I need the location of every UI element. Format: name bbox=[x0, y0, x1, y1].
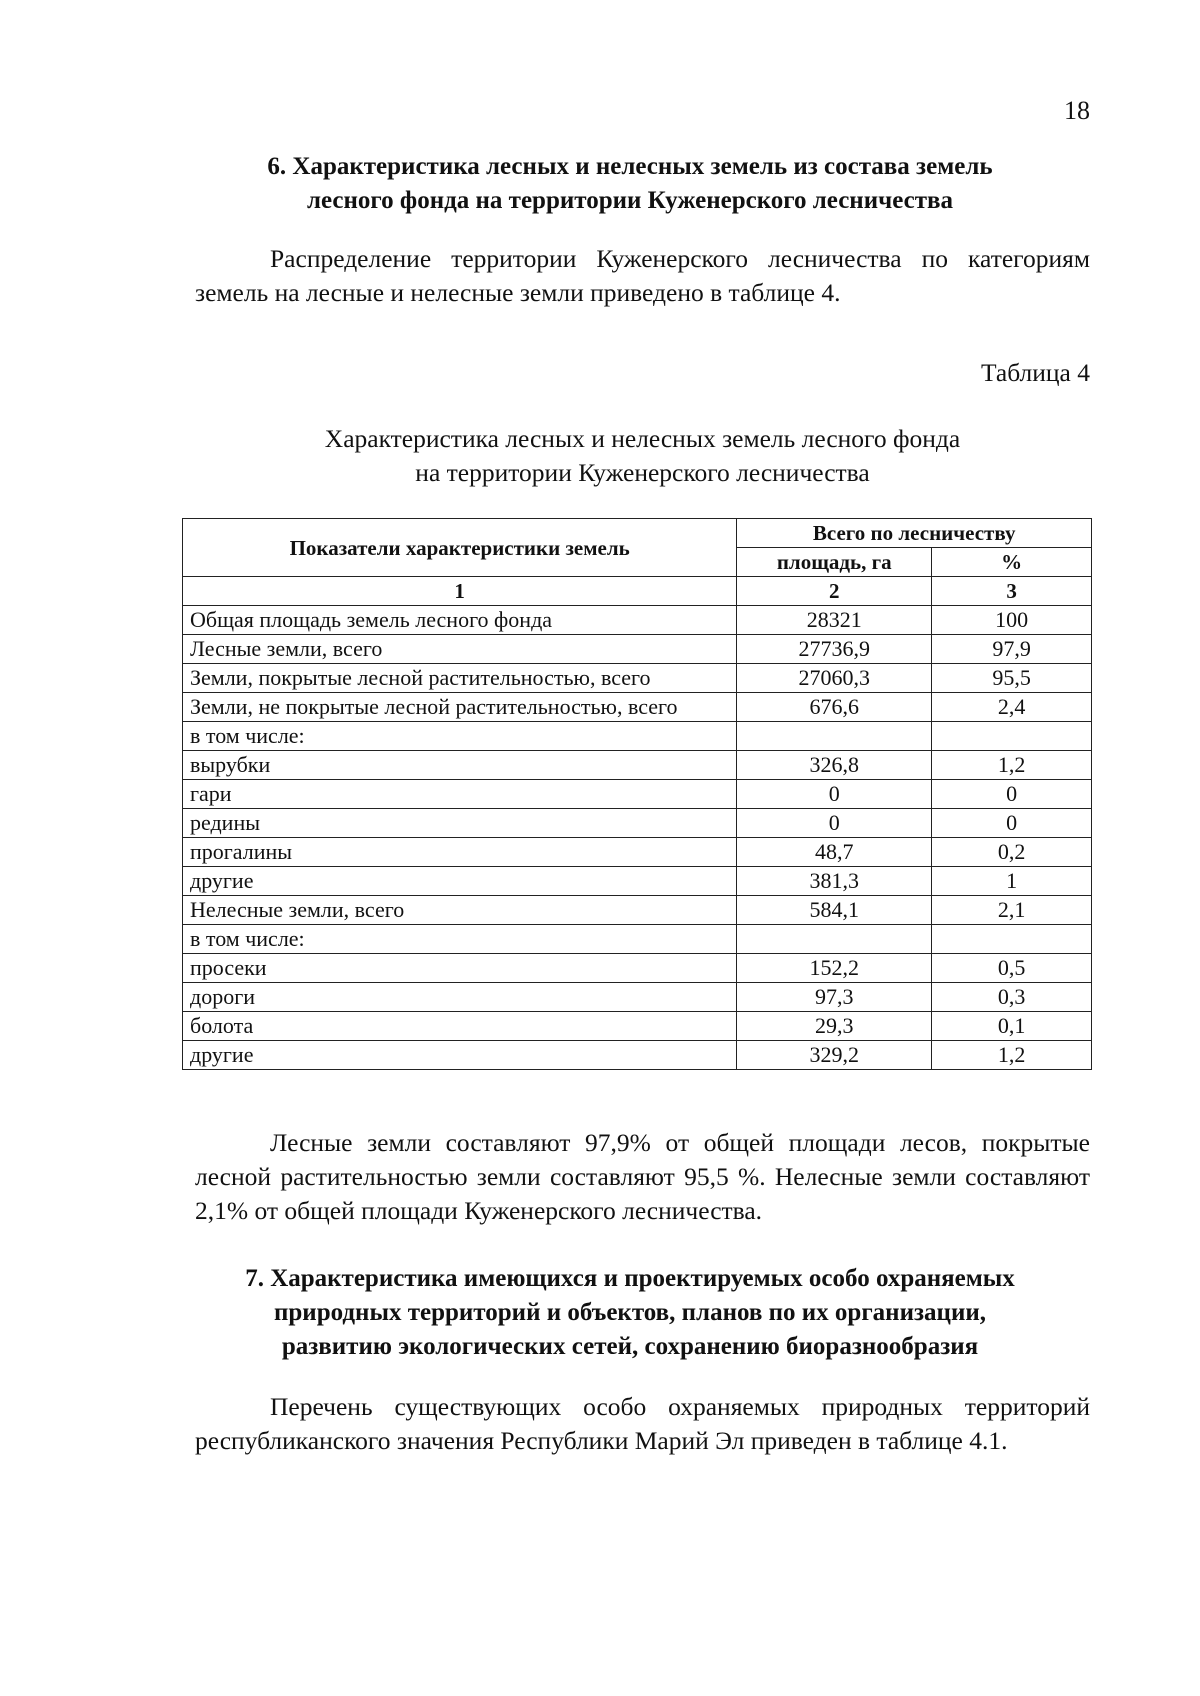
header-indicator: Показатели характеристики земель bbox=[183, 519, 737, 577]
row-percent: 0,1 bbox=[932, 1012, 1092, 1041]
row-percent: 1,2 bbox=[932, 1041, 1092, 1070]
column-numbers-row bbox=[183, 577, 1092, 606]
table-row bbox=[183, 635, 1092, 664]
row-name: прогалины bbox=[183, 838, 737, 867]
row-name: дороги bbox=[183, 983, 737, 1012]
row-percent: 100 bbox=[932, 606, 1092, 635]
row-percent: 97,9 bbox=[932, 635, 1092, 664]
row-area: 381,3 bbox=[737, 867, 932, 896]
row-name: просеки bbox=[183, 954, 737, 983]
row-percent: 0 bbox=[932, 780, 1092, 809]
summary-text: Лесные земли составляют 97,9% от общей площади лесов, покрытые лесной растительностью земли составляют 95,5 %. Нелесные земли составляют 2,1% от общей площади Куженерского лесничества. bbox=[195, 1128, 1090, 1225]
row-percent: 0,2 bbox=[932, 838, 1092, 867]
row-area: 0 bbox=[737, 780, 932, 809]
table-row bbox=[183, 780, 1092, 809]
row-name: другие bbox=[183, 1041, 737, 1070]
row-name: Земли, покрытые лесной растительностью, всего bbox=[183, 664, 737, 693]
row-percent: 2,4 bbox=[932, 693, 1092, 722]
section-7-heading-line-3: развитию экологических сетей, сохранению биоразнообразия bbox=[281, 1333, 979, 1360]
section-6-intro bbox=[195, 242, 1090, 310]
table-row bbox=[183, 606, 1092, 635]
row-name: вырубки bbox=[183, 751, 737, 780]
row-area: 27060,3 bbox=[737, 664, 932, 693]
row-area bbox=[737, 722, 932, 751]
table-row bbox=[183, 896, 1092, 925]
row-area: 28321 bbox=[737, 606, 932, 635]
column-number: 1 bbox=[183, 577, 737, 606]
row-percent: 1 bbox=[932, 867, 1092, 896]
section-6-heading bbox=[180, 150, 1080, 218]
row-name: другие bbox=[183, 867, 737, 896]
row-percent: 0 bbox=[932, 809, 1092, 838]
column-number: 3 bbox=[932, 577, 1092, 606]
section-7-heading bbox=[180, 1262, 1080, 1364]
header-total-by-forestry: Всего по лесничеству bbox=[737, 519, 1092, 548]
row-name: в том числе: bbox=[183, 722, 737, 751]
table-row bbox=[183, 983, 1092, 1012]
row-name: Лесные земли, всего bbox=[183, 635, 737, 664]
row-area: 584,1 bbox=[737, 896, 932, 925]
row-name: в том числе: bbox=[183, 925, 737, 954]
table-row bbox=[183, 925, 1092, 954]
row-name: редины bbox=[183, 809, 737, 838]
table-row bbox=[183, 867, 1092, 896]
table-caption bbox=[195, 422, 1090, 490]
row-percent: 1,2 bbox=[932, 751, 1092, 780]
row-area bbox=[737, 925, 932, 954]
summary-paragraph bbox=[195, 1126, 1090, 1228]
page-number: 18 bbox=[1064, 96, 1090, 125]
row-percent: 95,5 bbox=[932, 664, 1092, 693]
table-caption-line-2: на территории Куженерского лесничества bbox=[415, 458, 870, 487]
header-percent: % bbox=[932, 548, 1092, 577]
table-row bbox=[183, 751, 1092, 780]
section-7-intro-text: Перечень существующих особо охраняемых природных территорий республиканского значения Республики Марий Эл приведен в таблице 4.1. bbox=[195, 1392, 1090, 1455]
row-area: 97,3 bbox=[737, 983, 932, 1012]
row-area: 27736,9 bbox=[737, 635, 932, 664]
section-6-intro-text: Распределение территории Куженерского лесничества по категориям земель на лесные и нелесные земли приведено в таблице 4. bbox=[195, 244, 1090, 307]
row-name: болота bbox=[183, 1012, 737, 1041]
row-area: 29,3 bbox=[737, 1012, 932, 1041]
row-area: 676,6 bbox=[737, 693, 932, 722]
row-area: 48,7 bbox=[737, 838, 932, 867]
table-caption-line-1: Характеристика лесных и нелесных земель лесного фонда bbox=[324, 424, 961, 453]
table-row bbox=[183, 1041, 1092, 1070]
row-name: Нелесные земли, всего bbox=[183, 896, 737, 925]
land-characteristics-table bbox=[182, 518, 1092, 1070]
row-percent: 0,5 bbox=[932, 954, 1092, 983]
row-percent: 0,3 bbox=[932, 983, 1092, 1012]
table-row bbox=[183, 664, 1092, 693]
row-percent bbox=[932, 722, 1092, 751]
table-row bbox=[183, 809, 1092, 838]
table-row bbox=[183, 1012, 1092, 1041]
row-name: Земли, не покрытые лесной растительностью, всего bbox=[183, 693, 737, 722]
row-percent: 2,1 bbox=[932, 896, 1092, 925]
section-7-heading-line-1: 7. Характеристика имеющихся и проектируемых особо охраняемых bbox=[245, 1265, 1015, 1292]
section-7-heading-line-2: природных территорий и объектов, планов по их организации, bbox=[274, 1299, 986, 1326]
table-header-row bbox=[183, 519, 1092, 548]
table-row bbox=[183, 693, 1092, 722]
column-number: 2 bbox=[737, 577, 932, 606]
row-area: 326,8 bbox=[737, 751, 932, 780]
row-percent bbox=[932, 925, 1092, 954]
section-7-intro bbox=[195, 1390, 1090, 1458]
row-area: 152,2 bbox=[737, 954, 932, 983]
table-row bbox=[183, 838, 1092, 867]
header-area: площадь, га bbox=[737, 548, 932, 577]
table-row bbox=[183, 954, 1092, 983]
row-area: 329,2 bbox=[737, 1041, 932, 1070]
section-6-heading-line-1: 6. Характеристика лесных и нелесных земель из состава земель bbox=[267, 153, 993, 180]
section-6-heading-line-2: лесного фонда на территории Куженерского лесничества bbox=[307, 187, 953, 214]
row-area: 0 bbox=[737, 809, 932, 838]
table-row bbox=[183, 722, 1092, 751]
table-label: Таблица 4 bbox=[980, 358, 1090, 387]
row-name: Общая площадь земель лесного фонда bbox=[183, 606, 737, 635]
row-name: гари bbox=[183, 780, 737, 809]
